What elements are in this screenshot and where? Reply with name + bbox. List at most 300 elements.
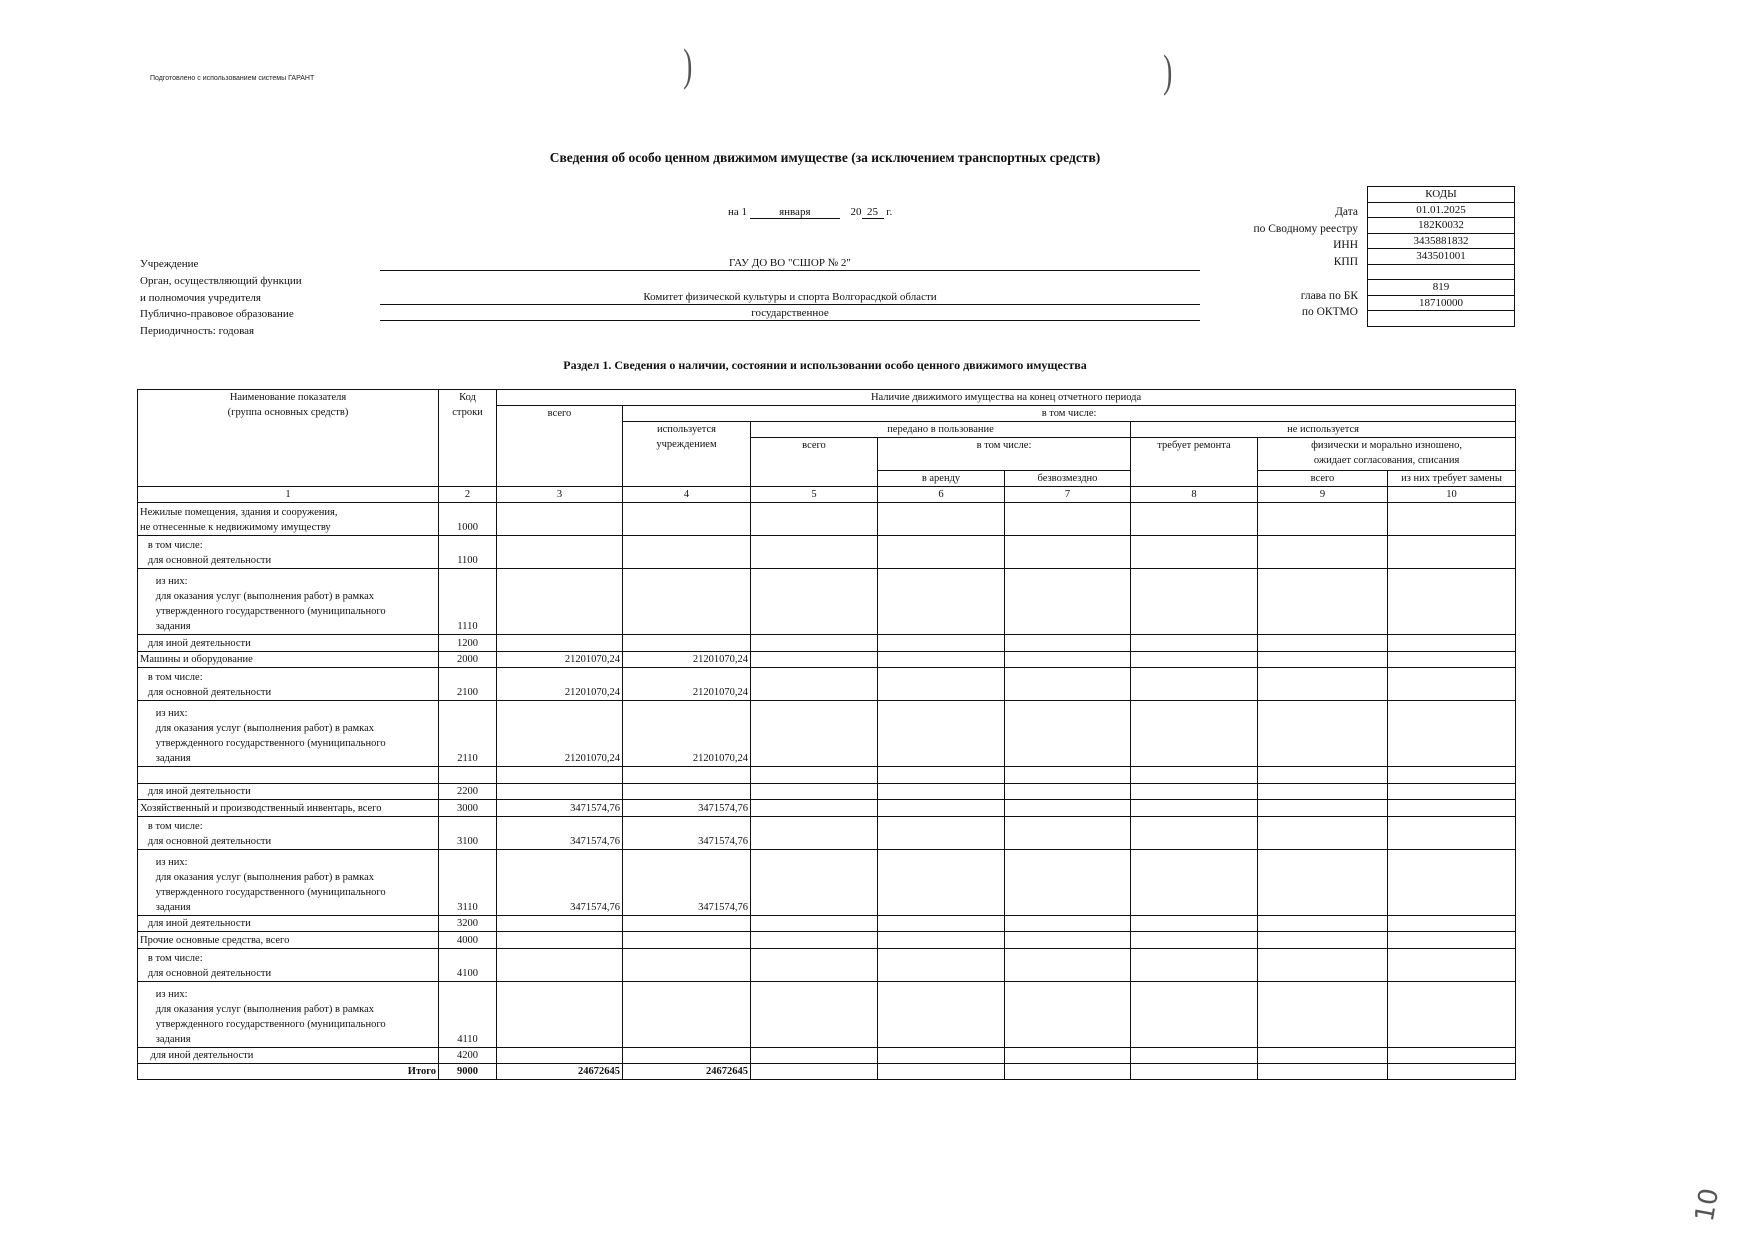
- row-name: [138, 915, 439, 932]
- column-number: 4: [623, 487, 751, 503]
- header-repair: требует ремонта: [1131, 438, 1258, 487]
- row-empty-cell: [1388, 1047, 1516, 1064]
- row-empty-cell: [1131, 536, 1258, 569]
- row-empty-cell: [878, 932, 1005, 949]
- total-empty-cell: [1131, 1064, 1258, 1080]
- column-numbers-row: [138, 487, 1516, 503]
- header-worn-line1: физически и морально изношено,: [1311, 440, 1463, 451]
- row-name-line: для оказания услуг (выполнения работ) в рамках: [140, 1003, 374, 1015]
- row-empty-cell: [1131, 948, 1258, 981]
- row-empty-cell: [1258, 668, 1388, 701]
- row-total: 3471574,76: [497, 800, 623, 817]
- row-empty-cell: [1258, 948, 1388, 981]
- row-total: [497, 1047, 623, 1064]
- row-empty-cell: [1131, 668, 1258, 701]
- row-empty-cell: [751, 849, 878, 915]
- row-empty-cell: [878, 536, 1005, 569]
- row-empty-cell: [1131, 816, 1258, 849]
- header-name-line2: (группа основных средств): [227, 407, 349, 418]
- row-empty-cell: [1005, 981, 1131, 1047]
- row-empty-cell: [1258, 816, 1388, 849]
- row-empty-cell: [1388, 816, 1516, 849]
- row-name-line: из них:: [140, 576, 188, 587]
- row-empty-cell: [878, 569, 1005, 635]
- row-used: 3471574,76: [623, 800, 751, 817]
- code-registry: 182К0032: [1368, 218, 1515, 234]
- row-name: [138, 783, 439, 800]
- row-empty-cell: [1388, 915, 1516, 932]
- code-label-kpp: КПП: [1333, 256, 1358, 268]
- header-used-line2: учреждением: [656, 439, 717, 450]
- row-total: 21201070,24: [497, 668, 623, 701]
- total-row: [138, 1064, 1516, 1080]
- row-empty-cell: [1258, 503, 1388, 536]
- row-total: [497, 981, 623, 1047]
- row-empty-cell: [1131, 701, 1258, 767]
- row-used: [623, 1047, 751, 1064]
- row-empty-cell: [1005, 701, 1131, 767]
- row-name-line: для иной деятельности: [140, 786, 251, 797]
- header-availability: Наличие движимого имущества на конец отчетного периода: [497, 390, 1516, 406]
- row-name-line: для иной деятельности: [140, 637, 251, 649]
- header-not-used: не используется: [1131, 422, 1516, 438]
- row-empty-cell: [1005, 569, 1131, 635]
- row-empty-cell: [1388, 948, 1516, 981]
- table-row: [138, 651, 1516, 668]
- row-empty-cell: [751, 635, 878, 652]
- row-empty-cell: [1258, 1047, 1388, 1064]
- row-empty-cell: [878, 849, 1005, 915]
- column-number: 10: [1388, 487, 1516, 503]
- row-empty-cell: [878, 915, 1005, 932]
- row-used: [623, 915, 751, 932]
- row-empty-cell: [1005, 932, 1131, 949]
- row-empty-cell: [1258, 701, 1388, 767]
- table-row: [138, 635, 1516, 652]
- row-empty-cell: [878, 783, 1005, 800]
- table-row: [138, 981, 1516, 1047]
- row-total: [497, 932, 623, 949]
- row-used: [623, 783, 751, 800]
- row-name-line: не отнесенные к недвижимому имуществу: [140, 522, 331, 533]
- row-used: [623, 635, 751, 652]
- row-empty-cell: [1258, 800, 1388, 817]
- header-code-line1: Код: [459, 392, 476, 403]
- table-row: [138, 816, 1516, 849]
- header-worn-replace: из них требует замены: [1388, 471, 1516, 487]
- header-worn: [1258, 438, 1516, 471]
- row-code: 2200: [439, 783, 497, 800]
- row-code: 1100: [439, 536, 497, 569]
- row-code: 3000: [439, 800, 497, 817]
- row-name: [138, 981, 439, 1047]
- header-worn-total: всего: [1258, 471, 1388, 487]
- row-code: 1200: [439, 635, 497, 652]
- header-including: в том числе:: [623, 406, 1516, 422]
- row-name: [138, 536, 439, 569]
- row-total: [497, 536, 623, 569]
- row-used: [623, 767, 751, 784]
- row-empty-cell: [1005, 849, 1131, 915]
- date-year: 25: [862, 206, 884, 219]
- row-empty-cell: [1005, 783, 1131, 800]
- row-total: [497, 767, 623, 784]
- row-code: [439, 767, 497, 784]
- row-name: [138, 701, 439, 767]
- row-empty-cell: [1388, 668, 1516, 701]
- row-empty-cell: [1388, 701, 1516, 767]
- table-row: [138, 569, 1516, 635]
- table-row: [138, 503, 1516, 536]
- row-empty-cell: [751, 948, 878, 981]
- header-total: всего: [497, 406, 623, 487]
- column-number: 6: [878, 487, 1005, 503]
- row-empty-cell: [878, 816, 1005, 849]
- row-empty-cell: [1005, 668, 1131, 701]
- row-empty-cell: [878, 701, 1005, 767]
- row-code: 4000: [439, 932, 497, 949]
- document-title: Сведения об особо ценном движимом имуществе (за исключением транспортных средств): [549, 150, 1101, 165]
- row-code: 1000: [439, 503, 497, 536]
- header-code: [439, 390, 497, 487]
- row-empty-cell: [1005, 503, 1131, 536]
- header-name-line1: Наименование показателя: [229, 392, 347, 403]
- total-label: Итого: [138, 1064, 439, 1080]
- row-empty-cell: [1005, 800, 1131, 817]
- section-title: Раздел 1. Сведения о наличии, состоянии и использовании особо ценного движимого имущества: [563, 358, 1087, 372]
- row-empty-cell: [751, 767, 878, 784]
- column-number: 5: [751, 487, 878, 503]
- authority-label-2: и полномочия учредителя: [140, 292, 261, 304]
- institution-label: Учреждение: [140, 258, 199, 270]
- row-name-line: задания: [140, 621, 191, 632]
- row-name: [138, 932, 439, 949]
- row-name: [138, 816, 439, 849]
- date-prefix: на 1: [728, 206, 748, 218]
- row-name-line: для оказания услуг (выполнения работ) в рамках: [140, 591, 374, 602]
- municipality-value: государственное: [380, 306, 1200, 321]
- row-name-line: для основной деятельности: [140, 555, 272, 566]
- row-name-line: для основной деятельности: [140, 835, 272, 847]
- row-used: 21201070,24: [623, 651, 751, 668]
- row-name: [138, 668, 439, 701]
- row-used: [623, 536, 751, 569]
- row-name-line: утвержденного государственного (муниципального: [140, 738, 386, 749]
- row-empty-cell: [1258, 635, 1388, 652]
- row-empty-cell: [1005, 651, 1131, 668]
- header-worn-line2: ожидает согласования, списания: [1313, 455, 1460, 466]
- total-used: 24672645: [623, 1064, 751, 1080]
- row-empty-cell: [1388, 981, 1516, 1047]
- row-empty-cell: [1005, 816, 1131, 849]
- periodicity-label: Периодичность: годовая: [140, 325, 255, 337]
- row-empty-cell: [1131, 800, 1258, 817]
- row-empty-cell: [1131, 981, 1258, 1047]
- row-name-line: Прочие основные средства, всего: [140, 934, 290, 946]
- table-row: [138, 767, 1516, 784]
- row-total: [497, 635, 623, 652]
- row-empty-cell: [1005, 948, 1131, 981]
- row-total: [497, 783, 623, 800]
- code-inn: 3435881832: [1368, 233, 1515, 249]
- row-name-line: для оказания услуг (выполнения работ) в рамках: [140, 723, 374, 734]
- row-name-line: для иной деятельности: [140, 1050, 254, 1061]
- institution-value: ГАУ ДО ВО "СШОР № 2": [380, 256, 1200, 271]
- total-sum: 24672645: [497, 1064, 623, 1080]
- row-empty-cell: [1131, 767, 1258, 784]
- row-empty-cell: [878, 668, 1005, 701]
- row-empty-cell: [1388, 503, 1516, 536]
- row-empty-cell: [878, 651, 1005, 668]
- row-code: 4100: [439, 948, 497, 981]
- row-name-line: задания: [140, 753, 191, 764]
- codes-table: [1367, 186, 1515, 327]
- row-empty-cell: [878, 948, 1005, 981]
- row-name-line: задания: [140, 1033, 191, 1045]
- row-name: [138, 849, 439, 915]
- row-used: [623, 569, 751, 635]
- row-name: [138, 1047, 439, 1064]
- row-name-line: Хозяйственный и производственный инвентарь, всего: [140, 802, 382, 814]
- date-suffix: г.: [886, 206, 893, 218]
- table-row: [138, 915, 1516, 932]
- row-empty-cell: [878, 800, 1005, 817]
- row-empty-cell: [751, 915, 878, 932]
- row-empty-cell: [1388, 635, 1516, 652]
- row-empty-cell: [751, 800, 878, 817]
- municipality-label: Публично-правовое образование: [140, 308, 294, 320]
- row-total: 21201070,24: [497, 701, 623, 767]
- column-number: 8: [1131, 487, 1258, 503]
- row-empty-cell: [1258, 915, 1388, 932]
- table-row: [138, 783, 1516, 800]
- row-empty-cell: [1388, 849, 1516, 915]
- code-kpp: 343501001: [1368, 249, 1515, 265]
- row-empty-cell: [1258, 981, 1388, 1047]
- row-total: 3471574,76: [497, 849, 623, 915]
- row-empty-cell: [878, 635, 1005, 652]
- row-total: [497, 569, 623, 635]
- codes-header: КОДЫ: [1368, 187, 1515, 203]
- header-transferred-total: всего: [751, 438, 878, 487]
- row-name: [138, 651, 439, 668]
- row-empty-cell: [878, 767, 1005, 784]
- row-name-line: утвержденного государственного (муниципального: [140, 1018, 386, 1030]
- row-code: 2000: [439, 651, 497, 668]
- row-empty-cell: [1005, 915, 1131, 932]
- row-name-line: для основной деятельности: [140, 687, 272, 698]
- table-row: [138, 536, 1516, 569]
- row-used: [623, 503, 751, 536]
- row-total: [497, 503, 623, 536]
- total-empty-cell: [1005, 1064, 1131, 1080]
- total-empty-cell: [878, 1064, 1005, 1080]
- row-empty-cell: [751, 536, 878, 569]
- row-total: [497, 915, 623, 932]
- header-used-line1: используется: [657, 424, 716, 435]
- row-used: [623, 948, 751, 981]
- row-empty-cell: [1388, 800, 1516, 817]
- code-oktmo: 18710000: [1368, 295, 1515, 311]
- row-empty-cell: [751, 503, 878, 536]
- authority-value: Комитет физической культуры и спорта Волгорасдкой области: [380, 290, 1200, 305]
- date-month: января: [750, 206, 840, 219]
- row-empty-cell: [878, 503, 1005, 536]
- row-name-line: для основной деятельности: [140, 967, 272, 979]
- table-row: [138, 701, 1516, 767]
- row-empty-cell: [751, 932, 878, 949]
- row-name-line: в том числе:: [140, 540, 203, 551]
- row-name: [138, 948, 439, 981]
- row-empty-cell: [751, 816, 878, 849]
- row-name-line: утвержденного государственного (муниципального: [140, 886, 386, 898]
- total-empty-cell: [1388, 1064, 1516, 1080]
- property-table: [137, 389, 1516, 1080]
- row-name-line: Машины и оборудование: [140, 654, 253, 665]
- row-empty-cell: [751, 569, 878, 635]
- code-empty: [1368, 264, 1515, 280]
- row-empty-cell: [1258, 849, 1388, 915]
- row-empty-cell: [751, 783, 878, 800]
- row-used: 3471574,76: [623, 849, 751, 915]
- row-code: 3100: [439, 816, 497, 849]
- row-empty-cell: [1131, 1047, 1258, 1064]
- row-empty-cell: [1388, 536, 1516, 569]
- row-empty-cell: [751, 651, 878, 668]
- column-number: 7: [1005, 487, 1131, 503]
- row-empty-cell: [1005, 767, 1131, 784]
- code-budget-chapter: 819: [1368, 280, 1515, 296]
- row-empty-cell: [1131, 651, 1258, 668]
- table-row: [138, 932, 1516, 949]
- authority-label-1: Орган, осуществляющий функции: [140, 275, 302, 287]
- scan-bracket-mark: ): [1163, 45, 1173, 96]
- header-free: безвозмездно: [1005, 471, 1131, 487]
- row-empty-cell: [1131, 569, 1258, 635]
- table-row: [138, 800, 1516, 817]
- column-number: 1: [138, 487, 439, 503]
- header-lease: в аренду: [878, 471, 1005, 487]
- row-name-line: из них:: [140, 708, 188, 719]
- row-empty-cell: [1258, 651, 1388, 668]
- code-label-registry: по Сводному реестру: [1253, 223, 1358, 235]
- column-number: 3: [497, 487, 623, 503]
- row-name: [138, 569, 439, 635]
- code-label-date: Дата: [1335, 206, 1358, 218]
- row-empty-cell: [751, 668, 878, 701]
- table-row: [138, 948, 1516, 981]
- row-empty-cell: [1005, 536, 1131, 569]
- row-used: 21201070,24: [623, 701, 751, 767]
- header-name: [138, 390, 439, 487]
- table-row: [138, 668, 1516, 701]
- row-empty-cell: [1131, 635, 1258, 652]
- row-name: [138, 767, 439, 784]
- header-transferred-including: в том числе:: [878, 438, 1131, 471]
- total-empty-cell: [751, 1064, 878, 1080]
- row-empty-cell: [878, 1047, 1005, 1064]
- row-code: 3200: [439, 915, 497, 932]
- row-name-line: задания: [140, 901, 191, 913]
- row-code: 4110: [439, 981, 497, 1047]
- row-empty-cell: [1005, 635, 1131, 652]
- row-empty-cell: [1388, 569, 1516, 635]
- row-name-line: из них:: [140, 988, 188, 1000]
- row-empty-cell: [1131, 849, 1258, 915]
- row-code: 3110: [439, 849, 497, 915]
- code-label-oktmo: по ОКТМО: [1301, 306, 1358, 318]
- row-empty-cell: [1258, 932, 1388, 949]
- table-row: [138, 849, 1516, 915]
- row-empty-cell: [751, 981, 878, 1047]
- row-used: [623, 981, 751, 1047]
- row-name: [138, 503, 439, 536]
- row-total: 3471574,76: [497, 816, 623, 849]
- code-date: 01.01.2025: [1368, 202, 1515, 218]
- code-label-budget-chapter: глава по БК: [1300, 290, 1358, 302]
- row-name-line: для иной деятельности: [140, 918, 251, 929]
- row-name-line: утвержденного государственного (муниципального: [140, 606, 386, 617]
- row-name-line: в том числе:: [140, 672, 203, 683]
- row-name-line: для оказания услуг (выполнения работ) в рамках: [140, 871, 374, 883]
- row-name-line: из них:: [140, 856, 188, 868]
- row-code: 2110: [439, 701, 497, 767]
- code-label-inn: ИНН: [1333, 239, 1358, 251]
- row-empty-cell: [1131, 503, 1258, 536]
- table-row: [138, 1047, 1516, 1064]
- row-used: 21201070,24: [623, 668, 751, 701]
- row-empty-cell: [1258, 767, 1388, 784]
- row-empty-cell: [1131, 932, 1258, 949]
- row-code: 2100: [439, 668, 497, 701]
- row-empty-cell: [1388, 767, 1516, 784]
- date-year-prefix: 20: [850, 206, 862, 218]
- row-empty-cell: [751, 1047, 878, 1064]
- row-name-line: в том числе:: [140, 820, 203, 832]
- garant-note: Подготовлено с использованием системы ГАРАНТ: [150, 75, 315, 82]
- row-name-line: в том числе:: [140, 952, 203, 964]
- row-used: [623, 932, 751, 949]
- row-total: [497, 948, 623, 981]
- row-name-line: Нежилые помещения, здания и сооружения,: [140, 507, 338, 518]
- total-code: 9000: [439, 1064, 497, 1080]
- header-code-line2: строки: [452, 407, 483, 418]
- header-transferred: передано в пользование: [751, 422, 1131, 438]
- column-number: 9: [1258, 487, 1388, 503]
- report-date: [728, 206, 892, 219]
- code-empty: [1368, 311, 1515, 327]
- row-empty-cell: [1388, 651, 1516, 668]
- row-code: 4200: [439, 1047, 497, 1064]
- row-used: 3471574,76: [623, 816, 751, 849]
- row-empty-cell: [1258, 569, 1388, 635]
- row-empty-cell: [1131, 915, 1258, 932]
- total-empty-cell: [1258, 1064, 1388, 1080]
- row-name: [138, 635, 439, 652]
- row-empty-cell: [1258, 783, 1388, 800]
- row-empty-cell: [1131, 783, 1258, 800]
- column-number: 2: [439, 487, 497, 503]
- header-used: [623, 422, 751, 487]
- row-empty-cell: [751, 701, 878, 767]
- scan-bracket-mark: ): [683, 39, 693, 90]
- row-total: 21201070,24: [497, 651, 623, 668]
- row-empty-cell: [878, 981, 1005, 1047]
- row-empty-cell: [1005, 1047, 1131, 1064]
- row-empty-cell: [1388, 783, 1516, 800]
- row-empty-cell: [1258, 536, 1388, 569]
- page-mark: 10: [1689, 1186, 1726, 1224]
